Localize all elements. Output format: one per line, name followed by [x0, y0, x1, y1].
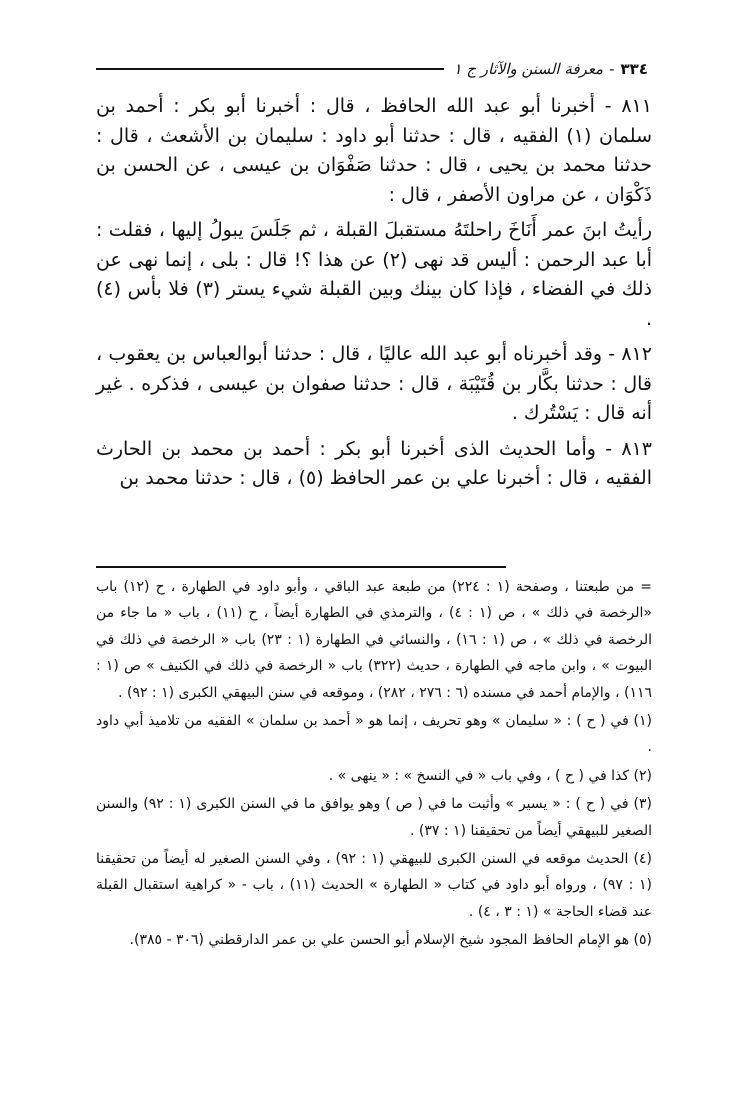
header-dash: - — [609, 60, 615, 78]
footnote-continued: = من طبعتنا ، وصفحة (١ : ٢٢٤) من طبعة عبد الباقي ، وأبو داود في الطهارة ، ح (١٢) باب «الرخصة في ذلك » ، ص (١ : ٤) ، والترمذي في الطهارة أيضاً ، ح (١١) ، باب « ما جاء من الرخصة في ذلك » ، ص (١ : ١٦) ، والنسائي في الطهارة (١ : ٢٣) باب « الرخصة في ذلك في البيوت » ، وابن ماجه في الطهارة ، حديث (٣٢٢) باب « الرخصة في ذلك في الكنيف » ص (١ : ١١٦) ، والإمام أحمد في مسنده (٦ : ٢٧٦ ، ٢٨٢) ، وموقعه في سنن البيهقي الكبرى (١ : ٩٢) . — [96, 579, 653, 701]
hadith-811-matn: رأيتُ ابنَ عمر أَنَاخَ راحلتَهُ مستقبلَ القبلة ، ثم جَلَسَ يبولُ إليها ، فقلت : أبا عبد الرحمن : أليس قد نهى (٢) عن هذا ؟! قال : بلى ، إنما نهى عن ذلك في الفضاء ، فإذا كان بينك وبين القبلة شيء يستر (٣) فلا بأس (٤) . — [96, 219, 652, 330]
footnote-separator — [96, 566, 506, 568]
footnote-5: (٥) هو الإمام الحافظ المجود شيخ الإسلام أبو الحسن علي بن عمر الدارقطني (٣٠٦ - ٣٨٥). — [129, 932, 652, 949]
main-text — [96, 92, 652, 500]
footnote-4: (٤) الحديث موقعه في السنن الكبرى للبيهقي (١ : ٩٢) ، وفي السنن الصغير له أيضاً من تحقيقنا (١ : ٩٧) ، ورواه أبو داود في كتاب « الطهارة » الحديث (١١) ، باب - « كراهية استقبال القبلة عند قضاء الحاجة » (١ : ٣ ، ٤) . — [96, 851, 652, 920]
hadith-813: ٨١٣ - وأما الحديث الذى أخبرنا أبو بكر : أحمد بن محمد بن الحارث الفقيه ، قال : أخبرنا علي بن عمر الحافظ (٥) ، قال : حدثنا محمد بن — [96, 437, 652, 489]
header-rule — [96, 68, 444, 70]
book-title: معرفة السنن والآثار ج ١ — [453, 60, 604, 78]
footnote-2: (٢) كذا في ( ح ) ، وفي باب « في النسخ » : « ينهى » . — [328, 767, 652, 784]
footnotes — [96, 574, 652, 956]
footnote-3: (٣) في ( ح ) : « يسير » وأثبت ما في ( ص ) وهو يوافق ما في السنن الكبرى (١ : ٩٢) والسنن الصغير للبيهقي أيضاً من تحقيقنا (١ : ٣٧) . — [96, 796, 652, 839]
footnote-1: (١) في ( ح ) : « سليمان » وهو تحريف ، إنما هو « أحمد بن سلمان » الفقيه من تلاميذ أبي داود . — [96, 713, 652, 756]
running-header — [96, 56, 648, 82]
page-number: ٣٣٤ — [620, 60, 648, 78]
hadith-812: ٨١٢ - وقد أخبرناه أبو عبد الله عاليًا ، قال : حدثنا أبوالعباس بن يعقوب ، قال : حدثنا بكَّار بن قُتَيْبَة ، قال : حدثنا صفوان بن عيسى ، فذكره . غير أنه قال : يَسْتُرك . — [96, 343, 652, 424]
hadith-811: ٨١١ - أخبرنا أبو عبد الله الحافظ ، قال : أخبرنا أبو بكر : أحمد بن سلمان (١) الفقيه ، قال : حدثنا أبو داود : سليمان بن الأشعث ، قال : حدثنا محمد بن يحيى ، قال : حدثنا صَفْوَان بن عيسى ، عن الحسن بن ذَكْوَان ، عن مراون الأصفر ، قال : — [96, 95, 652, 206]
